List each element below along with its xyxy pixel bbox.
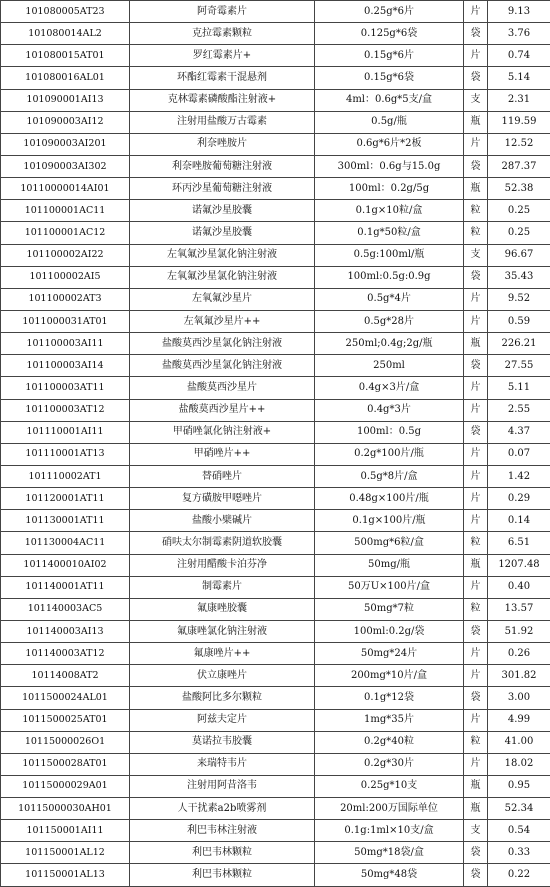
drug-price-cell: 0.29 bbox=[488, 488, 550, 510]
drug-name-cell: 阿兹夫定片 bbox=[130, 709, 315, 731]
drug-name-cell: 注射用盐酸万古霉素 bbox=[130, 111, 315, 133]
drug-code-cell: 10115000030AH01 bbox=[1, 798, 130, 820]
drug-unit-cell: 袋 bbox=[464, 23, 488, 45]
drug-price-cell: 52.34 bbox=[488, 798, 550, 820]
table-row bbox=[1, 576, 550, 598]
table-row bbox=[1, 709, 550, 731]
drug-spec-cell: 100ml:0.2g/袋 bbox=[315, 620, 464, 642]
drug-price-cell: 0.40 bbox=[488, 576, 550, 598]
drug-code-cell: 101140003AT12 bbox=[1, 643, 130, 665]
drug-price-cell: 3.76 bbox=[488, 23, 550, 45]
drug-unit-cell: 片 bbox=[464, 310, 488, 332]
drug-price-cell: 0.26 bbox=[488, 643, 550, 665]
drug-spec-cell: 0.4g×3片/盒 bbox=[315, 377, 464, 399]
drug-unit-cell: 片 bbox=[464, 643, 488, 665]
drug-price-table-body bbox=[1, 1, 550, 887]
drug-spec-cell: 0.5g:100ml/瓶 bbox=[315, 244, 464, 266]
drug-code-cell: 101090003AI12 bbox=[1, 111, 130, 133]
drug-spec-cell: 0.25g*10支 bbox=[315, 775, 464, 797]
drug-code-cell: 101110001AT13 bbox=[1, 443, 130, 465]
drug-price-cell: 1.42 bbox=[488, 465, 550, 487]
drug-code-cell: 1011500028AT01 bbox=[1, 753, 130, 775]
drug-price-cell: 0.95 bbox=[488, 775, 550, 797]
drug-name-cell: 左氧氟沙星氯化钠注射液 bbox=[130, 244, 315, 266]
table-row bbox=[1, 465, 550, 487]
drug-name-cell: 盐酸阿比多尔颗粒 bbox=[130, 687, 315, 709]
table-row bbox=[1, 643, 550, 665]
drug-spec-cell: 0.5g/瓶 bbox=[315, 111, 464, 133]
drug-unit-cell: 瓶 bbox=[464, 775, 488, 797]
drug-name-cell: 复方磺胺甲噁唑片 bbox=[130, 488, 315, 510]
drug-spec-cell: 0.1g×10粒/盒 bbox=[315, 200, 464, 222]
table-row bbox=[1, 820, 550, 842]
table-row bbox=[1, 731, 550, 753]
drug-price-cell: 5.11 bbox=[488, 377, 550, 399]
drug-price-cell: 287.37 bbox=[488, 155, 550, 177]
drug-unit-cell: 支 bbox=[464, 89, 488, 111]
drug-code-cell: 1011500024AL01 bbox=[1, 687, 130, 709]
drug-spec-cell: 0.5g*8片/盒 bbox=[315, 465, 464, 487]
drug-price-cell: 27.55 bbox=[488, 355, 550, 377]
drug-price-cell: 9.13 bbox=[488, 1, 550, 23]
drug-spec-cell: 0.1g*50粒/盒 bbox=[315, 222, 464, 244]
drug-unit-cell: 袋 bbox=[464, 864, 488, 886]
drug-price-cell: 13.57 bbox=[488, 598, 550, 620]
drug-price-cell: 0.25 bbox=[488, 222, 550, 244]
drug-code-cell: 101090001AI13 bbox=[1, 89, 130, 111]
drug-unit-cell: 片 bbox=[464, 665, 488, 687]
drug-unit-cell: 粒 bbox=[464, 222, 488, 244]
drug-spec-cell: 50mg/瓶 bbox=[315, 554, 464, 576]
drug-spec-cell: 0.5g*4片 bbox=[315, 288, 464, 310]
table-row bbox=[1, 244, 550, 266]
drug-unit-cell: 瓶 bbox=[464, 111, 488, 133]
table-row bbox=[1, 133, 550, 155]
drug-unit-cell: 片 bbox=[464, 377, 488, 399]
table-row bbox=[1, 687, 550, 709]
drug-name-cell: 硝呋太尔制霉素阴道软胶囊 bbox=[130, 532, 315, 554]
drug-unit-cell: 片 bbox=[464, 510, 488, 532]
drug-price-cell: 0.07 bbox=[488, 443, 550, 465]
drug-name-cell: 利巴韦林颗粒 bbox=[130, 842, 315, 864]
drug-code-cell: 101150001AL12 bbox=[1, 842, 130, 864]
drug-code-cell: 101130001AT11 bbox=[1, 510, 130, 532]
table-row bbox=[1, 798, 550, 820]
drug-name-cell: 阿奇霉素片 bbox=[130, 1, 315, 23]
drug-price-cell: 4.37 bbox=[488, 421, 550, 443]
drug-unit-cell: 片 bbox=[464, 45, 488, 67]
drug-name-cell: 莫诺拉韦胶囊 bbox=[130, 731, 315, 753]
drug-spec-cell: 4ml：0.6g*5支/盒 bbox=[315, 89, 464, 111]
drug-spec-cell: 200mg*10片/盒 bbox=[315, 665, 464, 687]
drug-name-cell: 氟康唑氯化钠注射液 bbox=[130, 620, 315, 642]
table-row bbox=[1, 775, 550, 797]
drug-unit-cell: 片 bbox=[464, 753, 488, 775]
table-row bbox=[1, 45, 550, 67]
drug-unit-cell: 片 bbox=[464, 133, 488, 155]
drug-unit-cell: 粒 bbox=[464, 731, 488, 753]
table-row bbox=[1, 200, 550, 222]
drug-spec-cell: 50mg*24片 bbox=[315, 643, 464, 665]
drug-name-cell: 制霉素片 bbox=[130, 576, 315, 598]
drug-unit-cell: 瓶 bbox=[464, 178, 488, 200]
drug-name-cell: 左氧氟沙星氯化钠注射液 bbox=[130, 266, 315, 288]
drug-name-cell: 来瑞特韦片 bbox=[130, 753, 315, 775]
drug-price-cell: 301.82 bbox=[488, 665, 550, 687]
table-row bbox=[1, 510, 550, 532]
drug-price-cell: 0.33 bbox=[488, 842, 550, 864]
table-row bbox=[1, 23, 550, 45]
drug-spec-cell: 0.15g*6片 bbox=[315, 45, 464, 67]
table-row bbox=[1, 178, 550, 200]
drug-spec-cell: 0.125g*6袋 bbox=[315, 23, 464, 45]
drug-spec-cell: 0.2g*30片 bbox=[315, 753, 464, 775]
table-row bbox=[1, 333, 550, 355]
drug-unit-cell: 袋 bbox=[464, 842, 488, 864]
drug-spec-cell: 50mg*48袋 bbox=[315, 864, 464, 886]
drug-unit-cell: 片 bbox=[464, 576, 488, 598]
drug-spec-cell: 0.1g*12袋 bbox=[315, 687, 464, 709]
drug-price-cell: 0.59 bbox=[488, 310, 550, 332]
drug-price-cell: 2.55 bbox=[488, 399, 550, 421]
drug-spec-cell: 0.5g*28片 bbox=[315, 310, 464, 332]
drug-price-cell: 0.74 bbox=[488, 45, 550, 67]
drug-spec-cell: 1mg*35片 bbox=[315, 709, 464, 731]
drug-spec-cell: 100ml:0.5g:0.9g bbox=[315, 266, 464, 288]
table-row bbox=[1, 864, 550, 886]
drug-name-cell: 克林霉素磷酸酯注射液+ bbox=[130, 89, 315, 111]
drug-code-cell: 101140003AC5 bbox=[1, 598, 130, 620]
drug-price-cell: 0.22 bbox=[488, 864, 550, 886]
drug-price-cell: 1207.48 bbox=[488, 554, 550, 576]
drug-name-cell: 盐酸莫西沙星氯化钠注射液 bbox=[130, 333, 315, 355]
drug-code-cell: 1011500025AT01 bbox=[1, 709, 130, 731]
drug-name-cell: 诺氟沙星胶囊 bbox=[130, 200, 315, 222]
drug-spec-cell: 500mg*6粒/盒 bbox=[315, 532, 464, 554]
drug-spec-cell: 0.15g*6袋 bbox=[315, 67, 464, 89]
table-row bbox=[1, 111, 550, 133]
drug-code-cell: 101140001AT11 bbox=[1, 576, 130, 598]
table-row bbox=[1, 488, 550, 510]
drug-price-cell: 226.21 bbox=[488, 333, 550, 355]
drug-price-cell: 119.59 bbox=[488, 111, 550, 133]
drug-code-cell: 101090003AI201 bbox=[1, 133, 130, 155]
drug-unit-cell: 片 bbox=[464, 488, 488, 510]
drug-code-cell: 101080016AL01 bbox=[1, 67, 130, 89]
drug-spec-cell: 0.2g*100片/瓶 bbox=[315, 443, 464, 465]
drug-price-cell: 18.02 bbox=[488, 753, 550, 775]
drug-code-cell: 101100003AI14 bbox=[1, 355, 130, 377]
drug-name-cell: 利巴韦林颗粒 bbox=[130, 864, 315, 886]
drug-price-cell: 0.54 bbox=[488, 820, 550, 842]
drug-unit-cell: 支 bbox=[464, 820, 488, 842]
drug-code-cell: 101110002AT1 bbox=[1, 465, 130, 487]
drug-spec-cell: 250ml;0.4g;2g/瓶 bbox=[315, 333, 464, 355]
drug-spec-cell: 50mg*18袋/盒 bbox=[315, 842, 464, 864]
drug-spec-cell: 0.6g*6片*2板 bbox=[315, 133, 464, 155]
drug-code-cell: 101100002AT3 bbox=[1, 288, 130, 310]
drug-spec-cell: 50mg*7粒 bbox=[315, 598, 464, 620]
table-row bbox=[1, 155, 550, 177]
drug-name-cell: 盐酸莫西沙星片++ bbox=[130, 399, 315, 421]
drug-code-cell: 101110001AI11 bbox=[1, 421, 130, 443]
drug-name-cell: 甲硝唑片++ bbox=[130, 443, 315, 465]
drug-code-cell: 101100002AI5 bbox=[1, 266, 130, 288]
drug-code-cell: 101100001AC12 bbox=[1, 222, 130, 244]
drug-name-cell: 伏立康唑片 bbox=[130, 665, 315, 687]
drug-name-cell: 人干扰素a2b喷雾剂 bbox=[130, 798, 315, 820]
drug-code-cell: 101100001AC11 bbox=[1, 200, 130, 222]
drug-unit-cell: 袋 bbox=[464, 687, 488, 709]
drug-code-cell: 101130004AC11 bbox=[1, 532, 130, 554]
drug-code-cell: 101120001AT11 bbox=[1, 488, 130, 510]
table-row bbox=[1, 377, 550, 399]
drug-unit-cell: 片 bbox=[464, 288, 488, 310]
drug-spec-cell: 100ml：0.2g/5g bbox=[315, 178, 464, 200]
drug-unit-cell: 瓶 bbox=[464, 554, 488, 576]
table-row bbox=[1, 399, 550, 421]
drug-name-cell: 环丙沙星葡萄糖注射液 bbox=[130, 178, 315, 200]
table-row bbox=[1, 598, 550, 620]
drug-name-cell: 利奈唑胺片 bbox=[130, 133, 315, 155]
drug-price-cell: 4.99 bbox=[488, 709, 550, 731]
drug-price-cell: 12.52 bbox=[488, 133, 550, 155]
drug-name-cell: 氟康唑胶囊 bbox=[130, 598, 315, 620]
drug-unit-cell: 袋 bbox=[464, 355, 488, 377]
drug-name-cell: 氟康唑片++ bbox=[130, 643, 315, 665]
table-row bbox=[1, 554, 550, 576]
drug-unit-cell: 片 bbox=[464, 1, 488, 23]
drug-name-cell: 罗红霉素片+ bbox=[130, 45, 315, 67]
drug-code-cell: 101100002AI22 bbox=[1, 244, 130, 266]
drug-code-cell: 10115000026O1 bbox=[1, 731, 130, 753]
drug-name-cell: 注射用阿昔洛韦 bbox=[130, 775, 315, 797]
drug-spec-cell: 0.2g*40粒 bbox=[315, 731, 464, 753]
table-row bbox=[1, 355, 550, 377]
drug-code-cell: 10110000014AI01 bbox=[1, 178, 130, 200]
drug-unit-cell: 支 bbox=[464, 244, 488, 266]
drug-price-cell: 0.14 bbox=[488, 510, 550, 532]
drug-unit-cell: 袋 bbox=[464, 155, 488, 177]
drug-code-cell: 101150001AI11 bbox=[1, 820, 130, 842]
table-row bbox=[1, 288, 550, 310]
drug-code-cell: 101080005AT23 bbox=[1, 1, 130, 23]
drug-unit-cell: 瓶 bbox=[464, 333, 488, 355]
drug-name-cell: 左氧氟沙星片++ bbox=[130, 310, 315, 332]
drug-unit-cell: 粒 bbox=[464, 532, 488, 554]
drug-name-cell: 甲硝唑氯化钠注射液+ bbox=[130, 421, 315, 443]
drug-spec-cell: 20ml:200万国际单位 bbox=[315, 798, 464, 820]
drug-name-cell: 盐酸莫西沙星氯化钠注射液 bbox=[130, 355, 315, 377]
table-row bbox=[1, 620, 550, 642]
table-row bbox=[1, 842, 550, 864]
drug-spec-cell: 0.25g*6片 bbox=[315, 1, 464, 23]
drug-name-cell: 左氧氟沙星片 bbox=[130, 288, 315, 310]
drug-name-cell: 盐酸小檗碱片 bbox=[130, 510, 315, 532]
drug-price-cell: 96.67 bbox=[488, 244, 550, 266]
drug-spec-cell: 100ml：0.5g bbox=[315, 421, 464, 443]
table-row bbox=[1, 665, 550, 687]
drug-name-cell: 利巴韦林注射液 bbox=[130, 820, 315, 842]
drug-spec-cell: 0.1g:1ml×10支/盒 bbox=[315, 820, 464, 842]
drug-code-cell: 1011400010AI02 bbox=[1, 554, 130, 576]
drug-spec-cell: 50万U×100片/盒 bbox=[315, 576, 464, 598]
drug-price-cell: 52.38 bbox=[488, 178, 550, 200]
drug-name-cell: 克拉霉素颗粒 bbox=[130, 23, 315, 45]
drug-price-cell: 6.51 bbox=[488, 532, 550, 554]
drug-name-cell: 盐酸莫西沙星片 bbox=[130, 377, 315, 399]
drug-code-cell: 101100003AT12 bbox=[1, 399, 130, 421]
drug-spec-cell: 300ml：0.6g与15.0g bbox=[315, 155, 464, 177]
drug-unit-cell: 片 bbox=[464, 399, 488, 421]
drug-code-cell: 101100003AI11 bbox=[1, 333, 130, 355]
drug-name-cell: 利奈唑胺葡萄糖注射液 bbox=[130, 155, 315, 177]
drug-code-cell: 101090003AI302 bbox=[1, 155, 130, 177]
drug-unit-cell: 粒 bbox=[464, 200, 488, 222]
drug-unit-cell: 袋 bbox=[464, 266, 488, 288]
table-row bbox=[1, 67, 550, 89]
table-row bbox=[1, 532, 550, 554]
drug-code-cell: 101100003AT11 bbox=[1, 377, 130, 399]
drug-spec-cell: 250ml bbox=[315, 355, 464, 377]
drug-price-cell: 5.14 bbox=[488, 67, 550, 89]
drug-price-cell: 0.25 bbox=[488, 200, 550, 222]
drug-unit-cell: 片 bbox=[464, 709, 488, 731]
table-row bbox=[1, 753, 550, 775]
drug-unit-cell: 袋 bbox=[464, 67, 488, 89]
drug-unit-cell: 袋 bbox=[464, 421, 488, 443]
drug-price-cell: 41.00 bbox=[488, 731, 550, 753]
table-row bbox=[1, 1, 550, 23]
drug-code-cell: 101080014AL2 bbox=[1, 23, 130, 45]
drug-code-cell: 10114008AT2 bbox=[1, 665, 130, 687]
drug-name-cell: 诺氟沙星胶囊 bbox=[130, 222, 315, 244]
drug-price-cell: 35.43 bbox=[488, 266, 550, 288]
table-row bbox=[1, 222, 550, 244]
drug-price-cell: 9.52 bbox=[488, 288, 550, 310]
drug-spec-cell: 0.48g×100片/瓶 bbox=[315, 488, 464, 510]
drug-unit-cell: 袋 bbox=[464, 620, 488, 642]
table-row bbox=[1, 443, 550, 465]
drug-price-cell: 51.92 bbox=[488, 620, 550, 642]
drug-code-cell: 101080015AT01 bbox=[1, 45, 130, 67]
drug-name-cell: 注射用醋酸卡泊芬净 bbox=[130, 554, 315, 576]
drug-price-cell: 3.00 bbox=[488, 687, 550, 709]
table-row bbox=[1, 310, 550, 332]
drug-name-cell: 替硝唑片 bbox=[130, 465, 315, 487]
drug-price-cell: 2.31 bbox=[488, 89, 550, 111]
drug-unit-cell: 粒 bbox=[464, 598, 488, 620]
table-row bbox=[1, 89, 550, 111]
drug-code-cell: 101140003AI13 bbox=[1, 620, 130, 642]
drug-spec-cell: 0.1g×100片/瓶 bbox=[315, 510, 464, 532]
drug-unit-cell: 片 bbox=[464, 443, 488, 465]
drug-unit-cell: 片 bbox=[464, 465, 488, 487]
drug-name-cell: 环酯红霉素干混悬剂 bbox=[130, 67, 315, 89]
drug-unit-cell: 瓶 bbox=[464, 798, 488, 820]
table-row bbox=[1, 421, 550, 443]
drug-spec-cell: 0.4g*3片 bbox=[315, 399, 464, 421]
drug-code-cell: 10115000029A01 bbox=[1, 775, 130, 797]
drug-code-cell: 1011000031AT01 bbox=[1, 310, 130, 332]
drug-code-cell: 101150001AL13 bbox=[1, 864, 130, 886]
table-row bbox=[1, 266, 550, 288]
